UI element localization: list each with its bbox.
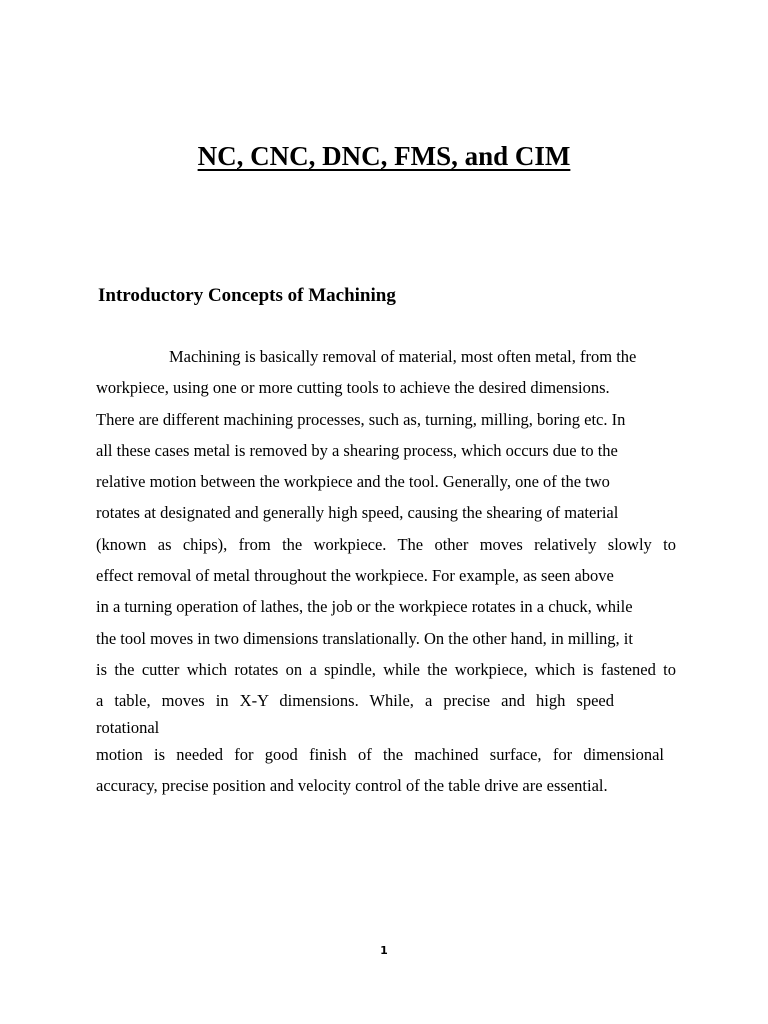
paragraph-line: is the cutter which rotates on a spindle, while the workpiece, which is fastened to: [96, 659, 676, 679]
paragraph-line: the tool moves in two dimensions translationally. On the other hand, in milling, it: [96, 628, 633, 648]
page-number: 1: [380, 944, 388, 957]
body-paragraph: [96, 341, 676, 801]
paragraph-line: relative motion between the workpiece and the tool. Generally, one of the two: [96, 472, 610, 492]
paragraph-line: accuracy, precise position and velocity control of the table drive are essential.: [96, 775, 608, 795]
paragraph-line: motion is needed for good finish of the machined surface, for dimensional: [96, 744, 664, 764]
paragraph-line: (known as chips), from the workpiece. The other moves relatively slowly to: [96, 534, 676, 554]
paragraph-line: There are different machining processes, such as, turning, milling, boring etc. In: [96, 409, 626, 429]
paragraph-line: all these cases metal is removed by a shearing process, which occurs due to the: [96, 440, 618, 460]
section-heading: Introductory Concepts of Machining: [98, 285, 396, 306]
paragraph-line: a table, moves in X-Y dimensions. While, a precise and high speed: [96, 691, 614, 711]
paragraph-line: effect removal of metal throughout the workpiece. For example, as seen above: [96, 566, 614, 586]
paragraph-line: rotational: [96, 717, 160, 737]
document-title: NC, CNC, DNC, FMS, and CIM: [197, 141, 571, 171]
paragraph-line: rotates at designated and generally high speed, causing the shearing of material: [96, 503, 619, 523]
paragraph-line: workpiece, using one or more cutting tools to achieve the desired dimensions.: [96, 378, 610, 398]
paragraph-line: in a turning operation of lathes, the job or the workpiece rotates in a chuck, while: [96, 597, 633, 617]
paragraph-line: Machining is basically removal of material, most often metal, from the: [169, 347, 637, 366]
